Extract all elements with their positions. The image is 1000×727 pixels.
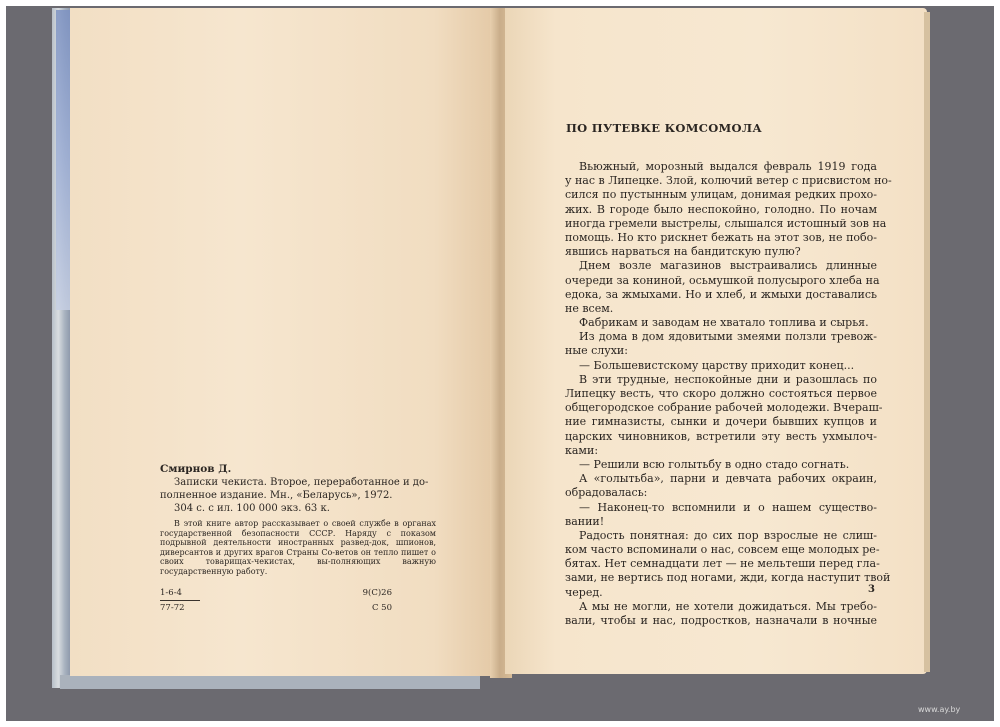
author-name: Смирнов Д. (160, 463, 232, 475)
watermark: www.ay.by (918, 705, 961, 714)
text-line: очереди за кониной, осьмушкой полусырого хлеба на (565, 273, 880, 287)
text-line: ком часто вспоминали о нас, совсем еще молодых ре- (565, 543, 880, 557)
text-line: Вьюжный, морозный выдался февраль 1919 года (579, 160, 877, 173)
text-line: иногда гремели выстрелы, слышался истошный зов на (565, 216, 887, 230)
code-right-1: 9(С)26 (362, 588, 392, 598)
page-number: 3 (868, 584, 875, 595)
text-line: зами, не вертись под ногами, жди, когда наступит твой (565, 571, 891, 585)
text-line: общегородское собрание рабочей молодежи. Вчераш- (565, 401, 883, 415)
text-line: едока, за жмыхами. Но и хлеб, и жмыхи доставались (565, 287, 877, 301)
text-line: обрадовалась: (565, 486, 648, 500)
text-line: не всем. (565, 301, 614, 315)
bibliography-line: Записки чекиста. Второе, переработанное и до- (174, 477, 429, 488)
text-line: ные слухи: (565, 344, 628, 358)
text-line: А мы не могли, не хотели дожидаться. Мы требо- (579, 599, 877, 613)
text-line: черед. (565, 585, 603, 599)
text-line: Липецку весть, что скоро должно состояться первое (565, 387, 877, 400)
book-cover-bottom-edge (60, 675, 480, 689)
text-line: Днем возле магазинов выстраивались длинные (579, 259, 877, 273)
code-right-2: С 50 (371, 603, 392, 613)
bibliography-line: 304 с. с ил. 100 000 экз. 63 к. (174, 503, 330, 514)
bibliography-line: полненное издание. Мн., «Беларусь», 1972. (160, 490, 393, 501)
text-line: А «голытьба», парни и девчата рабочих окраин, (579, 472, 877, 486)
text-line: ками: (565, 443, 599, 457)
text-line: Радость понятная: до сих пор взрослые не слиш- (579, 528, 877, 542)
text-line: сился по пустынным улицам, донимая редких прохо- (565, 188, 877, 202)
text-line: царских чиновников, встретили эту весть ухмылоч- (565, 429, 877, 443)
text-line: ние гимназисты, сынки и дочери бывших купцов и (565, 415, 877, 429)
text-line: — Решили всю голытьбу в одно стадо согнать. (579, 457, 850, 471)
text-line: бятах. Нет семнадцати лет — не мельтеши перед гла- (565, 557, 880, 571)
text-line: Из дома в дом ядовитыми змеями ползли тревож- (579, 330, 877, 344)
text-line: помощь. Но кто рискнет бежать на этот зов, не побо- (565, 230, 877, 244)
code-left-1: 1-6-4 (160, 588, 182, 598)
code-left-2: 77-72 (160, 603, 185, 613)
text-line: В эти трудные, неспокойные дни и разошлась по (579, 372, 877, 386)
text-line: — Большевистскому царству приходит конец... (579, 358, 855, 372)
text-line: вали, чтобы и нас, подростков, назначали в ночные (565, 614, 877, 627)
text-line: — Наконец-то вспомнили и о нашем существо- (579, 500, 877, 514)
text-line: явшись нарваться на бандитскую пулю? (565, 245, 801, 259)
text-line: у нас в Липецке. Злой, колючий ветер с присвистом но- (565, 174, 892, 188)
imprint-block (160, 462, 436, 577)
text-line: Фабрикам и заводам не хватало топлива и сырья. (579, 316, 869, 330)
right-page-edge (924, 12, 930, 672)
text-line: вании! (565, 514, 605, 528)
classification-codes (160, 586, 436, 615)
chapter-body (565, 160, 892, 628)
book-cover-blue-stripe (56, 10, 70, 310)
book-annotation: В этой книге автор рассказывает о своей службе в органах государственной безопасности СССР. Наряду с показом подрывной деятельности иностранных развед-док, шпионов, диверсантов и других врагов Страны Со-ветов он тепло пишет о своих товарищах-чекистах, вы-полняющих важную государственную работу. (160, 519, 436, 576)
text-line: жих. В городе было неспокойно, голодно. По ночам (565, 202, 877, 216)
chapter-title: ПО ПУТЕВКЕ КОМСОМОЛА (566, 121, 763, 135)
